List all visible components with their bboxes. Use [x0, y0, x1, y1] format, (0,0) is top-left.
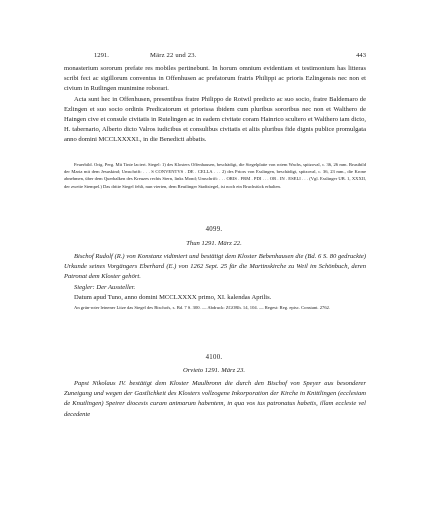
document-place-date: Thun 1291. März 22.: [186, 240, 242, 247]
regest-summary: Bischof Rudolf (R.) von Konstanz vidimiert und bestätigt dem Kloster Bebenhausen die (Bd. 6 S. 80 gedruckte) Urkunde seines Vorgängers Eberhard (E.) von 1262 Sept. 25 für die Martinskirche zu Weil im Schönbuch, deren Patronat dem Kloster gehört.: [64, 253, 366, 281]
footnote: [64, 161, 366, 190]
regest-summary-text: Papst Nikolaus IV. bestätigt dem Kloster Maulbronn die durch den Bischof von Speyer aus besonderer Zuneigung und wegen der Gastlichkeit des Klosters vollzogene Inkorporation der Kirche in Knittlingen (ecclesiam de Knutlingen) Speirer diocesis curam animarum habentem, in qua vos ius patronatus habetis, illam ecclesie vel decedente: [64, 380, 366, 418]
document-regest: [64, 379, 366, 420]
charter-continuation: [64, 64, 366, 146]
regest-datum: Datum apud Tuno, anno domini MCCLXXXX primo, XI. kalendas Aprilis.: [74, 293, 272, 301]
header-year: 1291.: [94, 52, 109, 59]
regest-note: An grün-roter leinener Litze das Siegel des Bischofs, s. Bd. 7 S. 300. — Abdruck: ZGORh. 14, 104. — Regest: Reg. episc. Constant. 2762.: [74, 305, 331, 311]
document-regest: [64, 252, 366, 311]
regest-siegler: Siegler: Der Aussteller.: [74, 283, 136, 291]
footnote-text: Feuerbild. Orig. Perg. Mit Tinte laciert. Siegel: 1) des Klosters Offenhausen, beschädigt, die Siegelplatte von rotem Wachs, spitzoval, c. 36, 26 mm. Brustbild der Maria mit dem Jesuskind; Umschrift: . . . S CONVENTVS . DE . CELLA . . . 2) des Priors von Esslingen, beschädigt, spitzoval, c. 36, 23 mm., die Krone abnehmen, über dem Querbalken des Kreuzes rechts Stern, links Mond; Umschrift: . . . ORIS . FRM . PDI . . . OR . IN . ESELI . . . (Vgl. Esslinger UB. 1, XXXII, der zweite Stempel.) Das dritte Siegel fehlt, nun vierten, dem Reutlinger Stadtsiegel, ist noch ein Bruchstück erhalten.: [64, 162, 366, 189]
document-number: 4100.: [205, 354, 223, 361]
page-number: 443: [356, 52, 366, 59]
regest-summary: [64, 379, 366, 420]
header-title: März 22 und 23.: [150, 52, 197, 59]
document-number: 4099.: [205, 226, 223, 233]
paragraph: Acta sunt hec in Offenhusen, presentibus fratre Philippo de Rotwil predicto ac suo socio, fratre Baldemaro de Ezlingen et suo socio ordinis Predicatorum et priorissa ibidem cum pluribus sororibus nec non et Walthero de Haingen cive et consule civitatis in Rutelingen ac in eadem civitate coram Hainrico scultero et Walthero iam dicto, H. tabernario, Alberto dicto Valros iudicibus et consulibus civitatis et aliis pluribus fide dignis publice promulgata anno domini MCCLXXXXI., in die Benedicti abbatis.: [64, 95, 366, 144]
paragraph: monasterium sororum prefate res mobiles pertinebunt. In horum omnium evidentiam et testimonium has litteras scribi feci ac sigillorum conventus in Offenhusen ac prefatorum fratris Philippi ac prioris Ezlingensis nec non et civium in Rutlingen munimine roborari.: [64, 65, 366, 93]
document-place-date: Orvieto 1291. März 23.: [182, 367, 246, 374]
